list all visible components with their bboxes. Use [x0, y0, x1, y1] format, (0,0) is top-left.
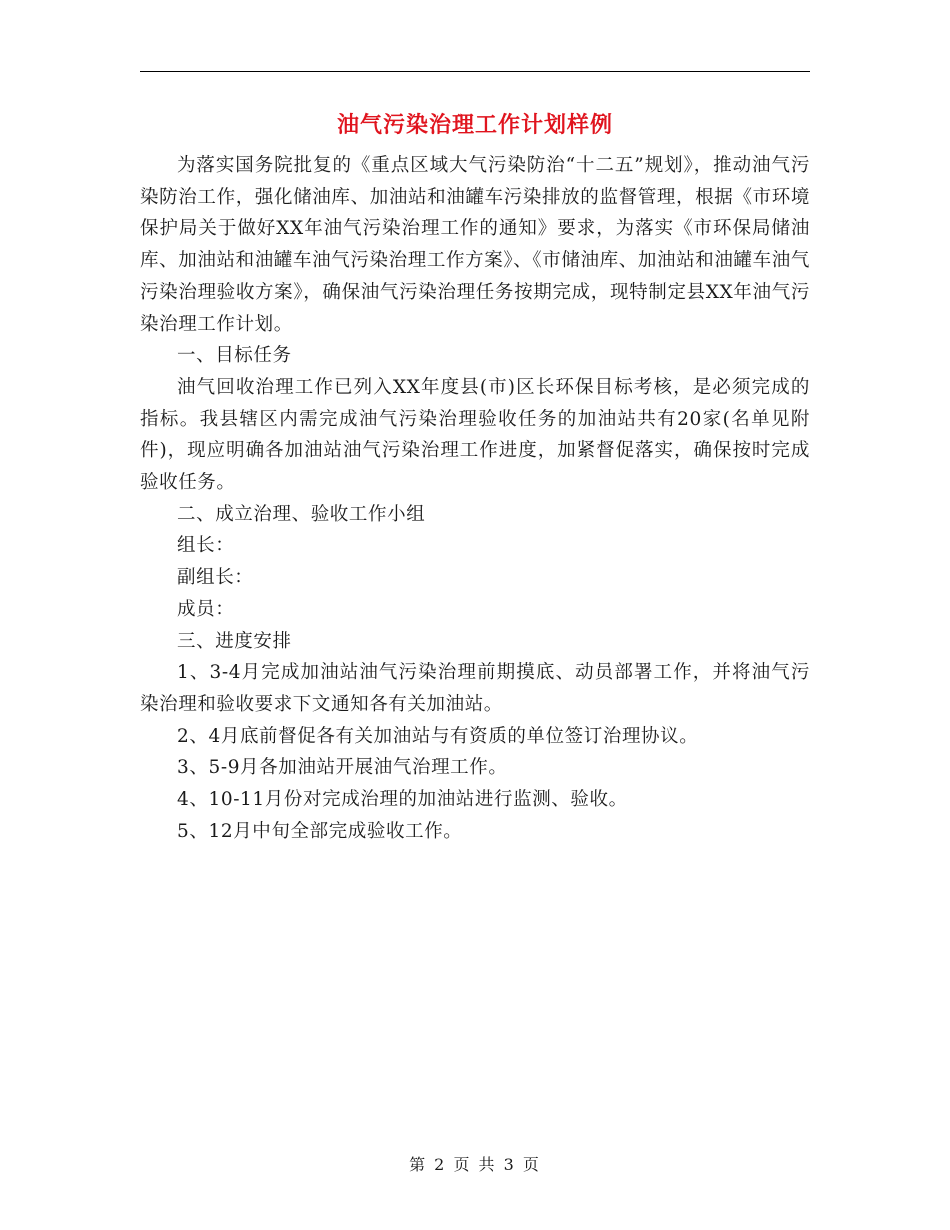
goals-paragraph: 油气回收治理工作已列入XX年度县(市)区长环保目标考核，是必须完成的指标。我县辖区内需完成油气污染治理验收任务的加油站共有20家(名单见附件)，现应明确各加油站油气污染治理工作进度，加紧督促落实，确保按时完成验收任务。	[140, 376, 810, 494]
schedule-item-1: 1、3-4月完成加油站油气污染治理前期摸底、动员部署工作，并将油气污染治理和验收要求下文通知各有关加油站。	[140, 662, 810, 715]
schedule-item-5: 5、12月中旬全部完成验收工作。	[177, 820, 463, 842]
header-rule	[140, 71, 810, 72]
page-number-footer: 第 2 页 共 3 页	[409, 1155, 541, 1174]
document-body	[140, 150, 810, 847]
team-leader-line: 组长：	[177, 535, 235, 557]
section-heading-schedule: 三、进度安排	[177, 630, 292, 652]
schedule-item-3: 3、5-9月各加油站开展油气治理工作。	[177, 757, 508, 779]
intro-paragraph: 为落实国务院批复的《重点区域大气污染防治“十二五”规划》，推动油气污染防治工作，强化储油库、加油站和油罐车污染排放的监督管理，根据《市环境保护局关于做好XX年油气污染治理工作的通知》要求，为落实《市环保局储油库、加油站和油罐车油气污染治理工作方案》、《市储油库、加油站和油罐车油气污染治理验收方案》，确保油气污染治理任务按期完成，现特制定县XX年油气污染治理工作计划。	[140, 155, 810, 335]
team-members-line: 成员：	[177, 598, 235, 620]
section-heading-team: 二、成立治理、验收工作小组	[177, 503, 426, 525]
section-heading-goals: 一、目标任务	[177, 345, 292, 367]
document-title: 油气污染治理工作计划样例	[336, 113, 613, 138]
team-deputy-line: 副组长：	[177, 567, 254, 589]
schedule-item-2: 2、4月底前督促各有关加油站与有资质的单位签订治理协议。	[177, 725, 699, 747]
schedule-item-4: 4、10-11月份对完成治理的加油站进行监测、验收。	[177, 789, 628, 811]
